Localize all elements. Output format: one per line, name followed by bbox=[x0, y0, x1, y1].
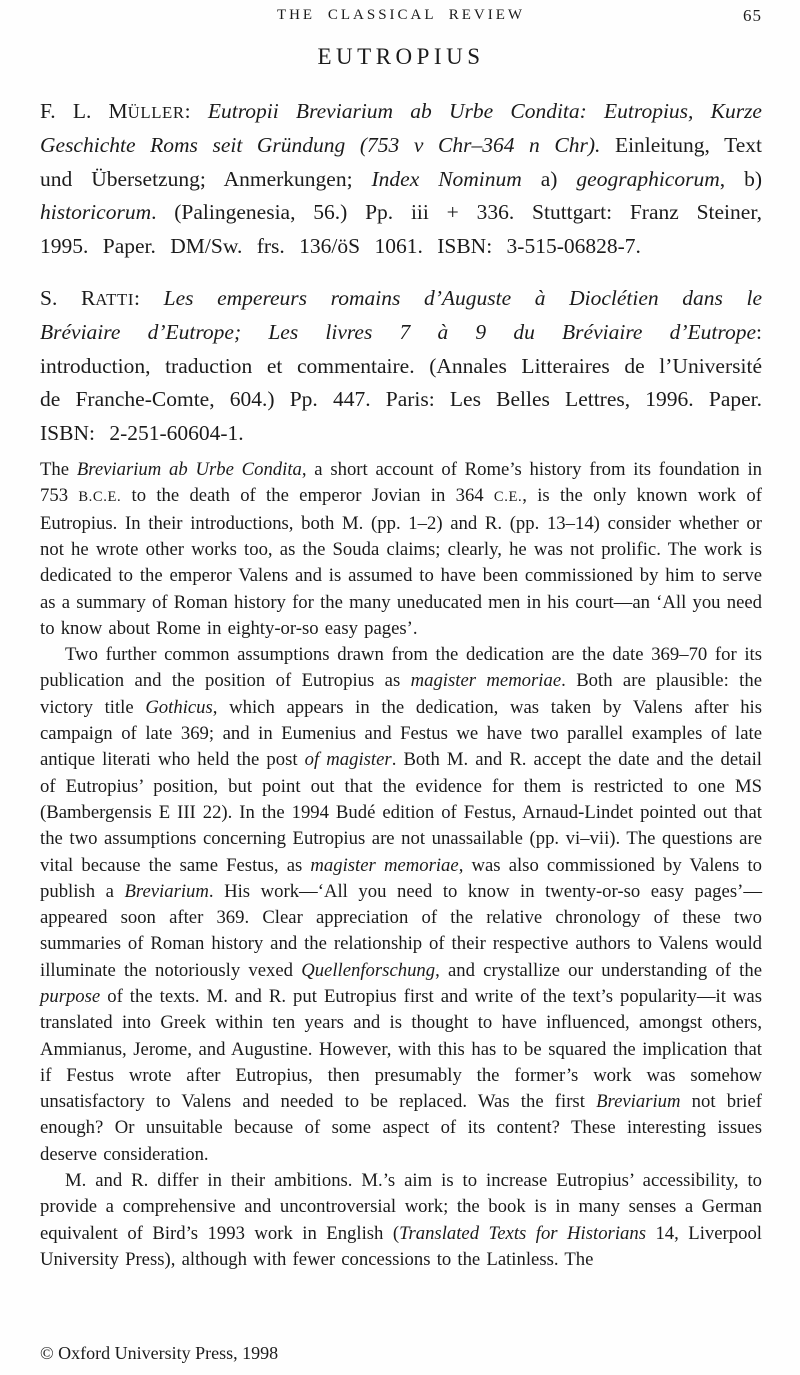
text-run: of the texts. M. and R. put Eutropius first and write of the text’s popularity—it was translated into Greek within ten years and is thought to have influenced, amongst others, Ammianus, Jerome, and Augustine. However, with this has to be squared the implication that if Festus wrote after Eutropius, then presumably the former’s work was somehow unsatisfactory to Valens and needed to be replaced. Was the first bbox=[40, 986, 762, 1113]
text-run: , which appears in the dedication, was taken by Valens after his campaign of late 369; and in Eumenius and Festus we have two parallel examples of late antique literati who held the post bbox=[40, 696, 763, 771]
text-run: , was also commissioned by Valens to publish a bbox=[40, 854, 763, 902]
running-head: THE CLASSICAL REVIEW bbox=[276, 7, 526, 23]
text-run: : introduction, traduction et commentaire. (Annales Litteraires de l’Université de Franche-Comte, 604.) Pp. 447. Paris: Les Belles Lettres, 1996. Paper. ISBN: 2-251-60604-1. bbox=[40, 320, 762, 445]
text-run: Index Nominum bbox=[371, 166, 522, 191]
review-paragraph-1 bbox=[40, 457, 762, 642]
text-run: Translated Texts for Historians bbox=[399, 1222, 646, 1244]
text-run: , b) bbox=[719, 166, 762, 191]
page-number: 65 bbox=[743, 6, 762, 25]
text-run: of magister bbox=[304, 749, 392, 771]
text-run: Einleitung, Text und Übersetzung; Anmerkungen; bbox=[40, 133, 762, 191]
text-run: B.C.E. bbox=[78, 489, 122, 506]
book-citation-ratti bbox=[40, 282, 762, 450]
text-run: . His work—‘All you need to know in twenty-or-so easy pages’—appeared soon after 369. Clear appreciation of the relative chronology of these two summaries of Roman history and the relationship of their respective authors to Valens would illuminate the notoriously vexed bbox=[40, 880, 763, 981]
text-run: Les empereurs romains d’Auguste à Dioclétien dans le Bréviaire d’Eutrope; Les livres 7 à 9 du Bréviaire d’Eutrope bbox=[40, 286, 762, 345]
text-run: S. R bbox=[40, 286, 96, 311]
article-title: EUTROPIUS bbox=[317, 44, 485, 69]
review-body bbox=[40, 457, 762, 1273]
book-citation-muller bbox=[40, 95, 762, 263]
text-run: Gothicus bbox=[145, 696, 213, 718]
text-run: ATTI bbox=[95, 290, 135, 310]
text-run: : bbox=[184, 99, 208, 123]
text-run: C.E. bbox=[493, 489, 523, 506]
text-run: historicorum bbox=[40, 200, 152, 225]
text-run: The bbox=[40, 459, 77, 481]
text-run: Two further common assumptions drawn from the dedication are the date 369–70 for its publication and the position of Eutropius as bbox=[40, 644, 762, 692]
text-run: magister memoriae bbox=[310, 854, 459, 876]
text-run: ÜLLER bbox=[127, 103, 185, 122]
copyright-notice: © Oxford University Press, 1998 bbox=[40, 1343, 279, 1363]
text-run: Breviarium bbox=[124, 880, 209, 902]
text-run: Breviarium ab Urbe Condita bbox=[76, 459, 302, 481]
text-run: , and crystallize our understanding of the bbox=[435, 959, 762, 981]
review-paragraph-2 bbox=[40, 642, 762, 1168]
text-run: , a short account of Rome’s history from its foundation in 753 bbox=[40, 459, 762, 507]
text-run: . (Palingenesia, 56.) Pp. iii + 336. Stuttgart: Franz Steiner, 1995. Paper. DM/Sw. frs. 136/öS 1061. ISBN: 3-515-06828-7. bbox=[40, 200, 762, 258]
text-run: M. and R. differ in their ambitions. M.’s aim is to increase Eutropius’ accessibility, to provide a comprehensive and uncontroversial work; the book is in many senses a German equivalent of Bird’s 1993 work in English ( bbox=[40, 1170, 762, 1244]
text-run: . Both M. and R. accept the date and the detail of Eutropius’ position, but point out that the evidence for them is restricted to one MS (Bambergensis E III 22). In the 1994 Budé edition of Festus, Arnaud-Lindet pointed out that the two assumptions concerning Eutropius are not unassailable (pp. vi–vii). The questions are vital because the same Festus, as bbox=[40, 749, 762, 876]
review-paragraph-3 bbox=[40, 1168, 762, 1273]
page-header bbox=[40, 7, 762, 31]
text-run: purpose bbox=[40, 986, 101, 1007]
text-run: not brief enough? Or unsuitable because of some aspect of its content? These interesting issues deserve consideration. bbox=[40, 1091, 763, 1165]
text-run: Eutropii Breviarium ab Urbe Condita: Eutropius, Kurze Geschichte Roms seit Gründung (753 v Chr–364 n Chr). bbox=[40, 99, 762, 158]
text-run: to the death of the emperor Jovian in 364 bbox=[121, 485, 494, 507]
text-run: , is the only known work of Eutropius. In their introductions, both M. (pp. 1–2) and R. (pp. 13–14) consider whether or not he wrote other works too, as the Souda claims; clearly, he was not prolific. The work is dedicated to the emperor Valens and is assumed to have been commissioned by him to serve as a summary of Roman history for the many uneducated men in his court—an ‘All you need to know about Rome in eighty-or-so easy pages’. bbox=[40, 485, 762, 639]
text-run: a) bbox=[521, 166, 577, 191]
text-run: F. L. M bbox=[40, 99, 128, 123]
text-run: Breviarium bbox=[596, 1091, 681, 1113]
text-run: . Both are plausible: the victory title bbox=[40, 670, 762, 718]
text-run: Quellenforschung bbox=[301, 959, 436, 981]
text-run: magister memoriae bbox=[410, 670, 562, 692]
text-run: 14, Liverpool University Press), although with fewer concessions to the Latinless. The bbox=[40, 1222, 762, 1270]
text-run: : bbox=[134, 286, 164, 311]
text-run: geographicorum bbox=[576, 166, 720, 191]
